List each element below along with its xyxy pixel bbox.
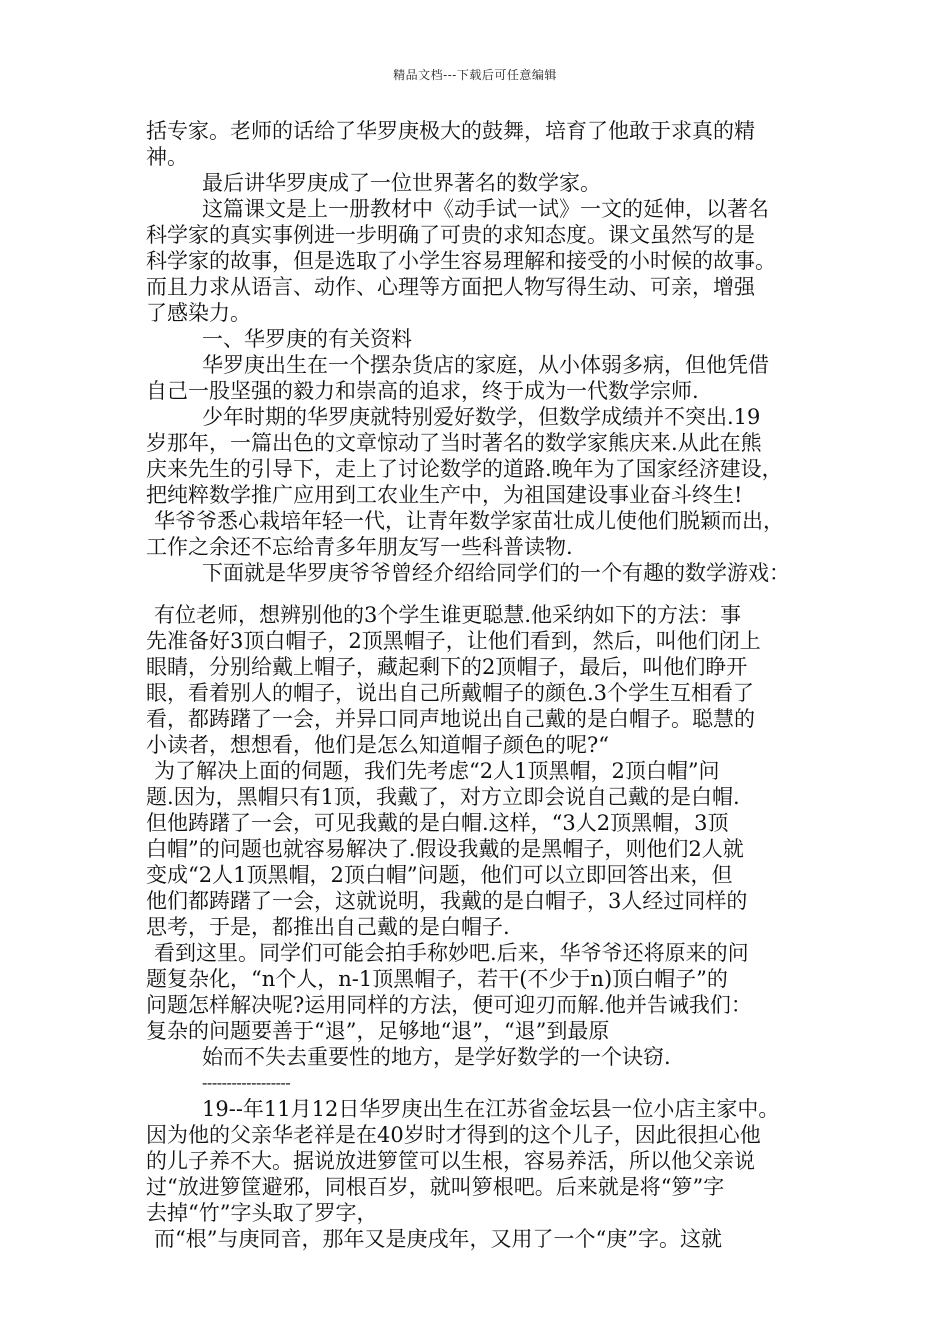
text-line: 问题怎样解决呢?运用同样的方法，便可迎刃而解.他并告诫我们：	[146, 993, 752, 1017]
text-line: 工作之余还不忘给青多年朋友写一些科普读物.	[146, 535, 573, 559]
text-line: 科学家的故事，但是选取了小学生容易理解和接受的小时候的故事。	[146, 249, 776, 273]
text-line: 眼，看着别人的帽子，说出自己所戴帽子的颜色.3个学生互相看了	[146, 681, 755, 705]
text-line: 复杂的问题要善于“退”，足够地“退”，“退”到最原	[146, 1019, 610, 1043]
text-line: 庆来先生的引导下，走上了讨论数学的道路.晚年为了国家经济建设，	[146, 457, 783, 481]
text-line: 但他踌躇了一会，可见我戴的是白帽.这样，“3人2顶黑帽，3顶	[146, 811, 729, 835]
text-line: 华爷爷悉心栽培年轻一代，让青年数学家苗壮成儿使他们脱颖而出，	[154, 509, 784, 533]
text-line: 看，都踌躇了一会，并异口同声地说出自己戴的是白帽子。聪慧的	[146, 707, 755, 731]
text-line: 下面就是华罗庚爷爷曾经介绍给同学们的一个有趣的数学游戏：	[202, 561, 790, 585]
text-line: 因为他的父亲华老祥是在40岁时才得到的这个儿子，因此很担心他	[146, 1123, 761, 1147]
text-line: 最后讲华罗庚成了一位世界著名的数学家。	[202, 171, 601, 195]
text-line: 思考，于是，都推出自己戴的是白帽子.	[146, 915, 510, 939]
document-body	[146, 118, 826, 1252]
text-line: 看到这里。同学们可能会拍手称妙吧.后来，华爷爷还将原来的问	[154, 941, 749, 965]
text-line: 岁那年，一篇出色的文章惊动了当时著名的数学家熊庆来.从此在熊	[146, 431, 762, 455]
text-line: 题复杂化，“n个人，n-1顶黑帽子，若干(不少于n)顶白帽子”的	[146, 967, 728, 991]
text-line: 的儿子养不大。据说放进箩筐可以生根，容易养活，所以他父亲说	[146, 1149, 755, 1173]
text-line: 而“根”与庚同音，那年又是庚戌年，又用了一个“庚”字。这就	[154, 1227, 722, 1251]
blank-line	[146, 586, 826, 602]
text-line: 华罗庚出生在一个摆杂货店的家庭，从小体弱多病，但他凭借	[202, 353, 769, 377]
text-line: 题.因为，黑帽只有1顶，我戴了，对方立即会说自己戴的是白帽.	[146, 785, 740, 809]
text-line: 去掉“竹”字头取了罗字，	[146, 1201, 378, 1225]
text-line: 了感染力。	[146, 301, 251, 325]
text-line: 白帽”的问题也就容易解决了.假设我戴的是黑帽子，则他们2人就	[146, 837, 744, 861]
text-line: 小读者，想想看，他们是怎么知道帽子颜色的呢?“	[146, 733, 609, 757]
text-line: 科学家的真实事例进一步明确了可贵的求知态度。课文虽然写的是	[146, 223, 755, 247]
text-line: 过“放进箩筐避邪，同根百岁，就叫箩根吧。后来就是将“箩”字	[146, 1175, 725, 1199]
text-line: 把纯粹数学推广应用到工农业生产中，为祖国建设事业奋斗终生!	[146, 483, 743, 507]
text-line: 自己一股坚强的毅力和崇高的追求，终于成为一代数学宗师.	[146, 379, 699, 403]
text-line: 神。	[146, 145, 188, 169]
text-line: 这篇课文是上一册教材中《动手试一试》一文的延伸，以著名	[202, 197, 769, 221]
text-line: 为了解决上面的伺题，我们先考虑“2人1顶黑帽，2顶白帽”问	[154, 759, 720, 783]
section-heading: 一、华罗庚的有关资料	[202, 327, 412, 351]
separator-rule: ------------------	[202, 1073, 291, 1092]
text-line: 括专家。老师的话给了华罗庚极大的鼓舞，培育了他敢于求真的精	[146, 119, 755, 143]
text-line: 19--年11月12日华罗庚出生在江苏省金坛县一位小店主家中。	[202, 1097, 780, 1121]
text-line: 始而不失去重要性的地方，是学好数学的一个诀窃.	[202, 1045, 671, 1069]
text-line: 少年时期的华罗庚就特别爱好数学，但数学成绩并不突出.19	[202, 405, 761, 429]
text-line: 变成“2人1顶黑帽，2顶白帽”问题，他们可以立即回答出来，但	[146, 863, 733, 887]
text-line: 有位老师，想辨别他的3个学生谁更聪慧.他采纳如下的方法：事	[154, 603, 742, 627]
page-header: 精品文档---下载后可任意编辑	[393, 68, 557, 82]
text-line: 而且力求从语言、动作、心理等方面把人物写得生动、可亲，增强	[146, 275, 755, 299]
text-line: 他们都踌躇了一会，这就说明，我戴的是白帽子，3人经过同样的	[146, 889, 748, 913]
text-line: 先准备好3顶白帽子，2顶黑帽子，让他们看到，然后，叫他们闭上	[146, 629, 761, 653]
text-line: 眼睛，分别给戴上帽子，藏起剩下的2顶帽子，最后，叫他们睁开	[146, 655, 748, 679]
